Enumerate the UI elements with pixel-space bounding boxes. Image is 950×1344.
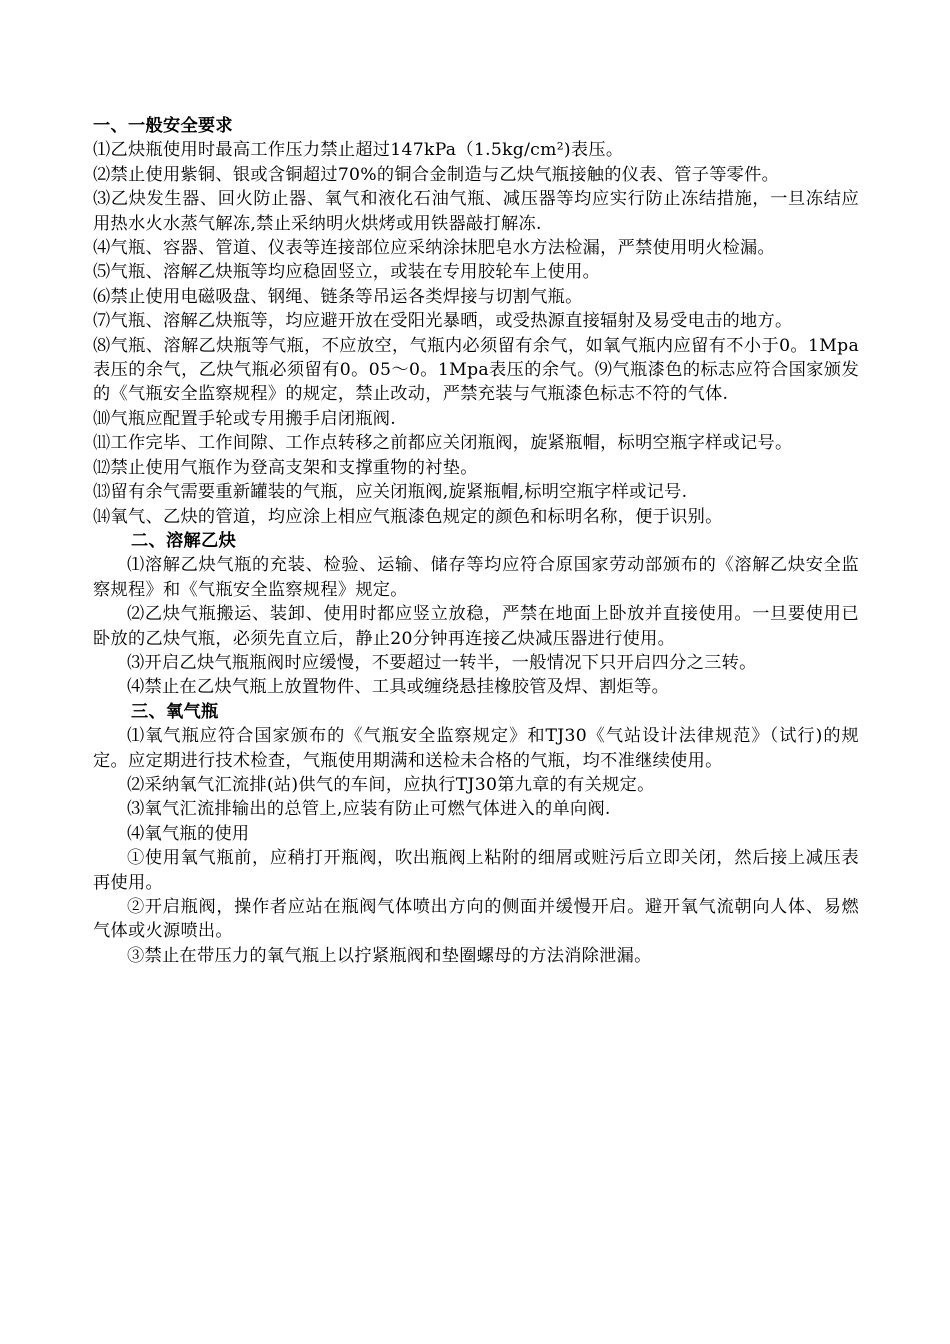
paragraph: ⑺气瓶、溶解乙炔瓶等，均应避开放在受阳光暴晒，或受热源直接辐射及易受电击的地方。 [93, 311, 793, 332]
paragraph: ⑵采纳氧气汇流排(站)供气的车间，应执行TJ30第九章的有关规定。 [127, 774, 655, 795]
paragraph: ⒁氧气、乙炔的管道，均应涂上相应气瓶漆色规定的颜色和标明名称，便于识别。 [93, 506, 723, 527]
section-heading-general: 一、一般安全要求 [93, 116, 233, 136]
paragraph: ⑴乙炔瓶使用时最高工作压力禁止超过147kPa（1.5kg/cm²)表压。 [93, 140, 624, 161]
paragraph: ⑷氧气瓶的使用 [127, 823, 250, 844]
paragraph: ⑸气瓶、溶解乙炔瓶等均应稳固竖立，或装在专用胶轮车上使用。 [93, 262, 601, 283]
document-page [93, 114, 859, 968]
section-heading-oxygen: 三、氧气瓶 [131, 701, 219, 722]
paragraph: ⑴氧气瓶应符合国家颁布的《气瓶安全监察规定》和TJ30《气站设计法律规范》（试行)的规定。应定期进行技术检查，气瓶使用期满和送检未合格的气瓶，均不准继续使用。 [93, 726, 859, 771]
paragraph: ⑶乙炔发生器、回火防止器、氧气和液化石油气瓶、减压器等均应实行防止冻结措施，一旦冻结应用热水火水蒸气解冻,禁止采纳明火烘烤或用铁器敲打解冻. [93, 189, 859, 234]
paragraph: ②开启瓶阀，操作者应站在瓶阀气体喷出方向的侧面并缓慢开启。避开氧气流朝向人体、易燃气体或火源喷出。 [93, 897, 859, 942]
paragraph: ⑽气瓶应配置手轮或专用搬手启闭瓶阀. [93, 408, 397, 429]
paragraph: ①使用氧气瓶前，应稍打开瓶阀，吹出瓶阀上粘附的细屑或赃污后立即关闭，然后接上减压表再使用。 [93, 848, 859, 893]
paragraph: ⑵乙炔气瓶搬运、装卸、使用时都应竖立放稳，严禁在地面上卧放并直接使用。一旦要使用已卧放的乙炔气瓶，必须先直立后，静止20分钟再连接乙炔减压器进行使用。 [93, 604, 859, 649]
paragraph: ⒀留有余气需要重新罐装的气瓶，应关闭瓶阀,旋紧瓶帽,标明空瓶字样或记号. [93, 482, 688, 503]
paragraph: ⑹禁止使用电磁吸盘、钢绳、链条等吊运各类焊接与切割气瓶。 [93, 286, 583, 307]
paragraph: ⑵禁止使用紫铜、银或含铜超过70%的铜合金制造与乙炔气瓶接触的仪表、管子等零件。 [93, 164, 780, 185]
paragraph: ⑶开启乙炔气瓶瓶阀时应缓慢，不要超过一转半，一般情况下只开启四分之三转。 [127, 652, 757, 673]
paragraph: ⑿禁止使用气瓶作为登高支架和支撑重物的衬垫。 [93, 457, 478, 478]
paragraph: ⑻气瓶、溶解乙炔瓶等气瓶，不应放空，气瓶内必须留有余气，如氧气瓶内应留有不小于0。1Mpa表压的余气，乙炔气瓶必须留有0。05～0。1Mpa表压的余气。⑼气瓶漆色的标志应符合国家颁发的《气瓶安全监察规程》的规定，禁止改动，严禁充装与气瓶漆色标志不符的气体. [93, 335, 859, 405]
paragraph: ⑷气瓶、容器、管道、仪表等连接部位应采纳涂抹肥皂水方法检漏，严禁使用明火检漏。 [93, 238, 776, 259]
paragraph: ⑷禁止在乙炔气瓶上放置物件、工具或缠绕悬挂橡胶管及焊、割炬等。 [127, 677, 670, 698]
paragraph: ⑾工作完毕、工作间隙、工作点转移之前都应关闭瓶阀，旋紧瓶帽，标明空瓶字样或记号。 [93, 433, 793, 454]
paragraph: ⑶氧气汇流排输出的总管上,应装有防止可燃气体进入的单向阀. [127, 799, 611, 820]
paragraph: ③禁止在带压力的氧气瓶上以拧紧瓶阀和垫圈螺母的方法消除泄漏。 [127, 945, 652, 966]
section-heading-acetylene: 二、溶解乙炔 [131, 530, 236, 551]
paragraph: ⑴溶解乙炔气瓶的充装、检验、运输、储存等均应符合原国家劳动部颁布的《溶解乙炔安全监察规程》和《气瓶安全监察规程》规定。 [93, 555, 859, 600]
